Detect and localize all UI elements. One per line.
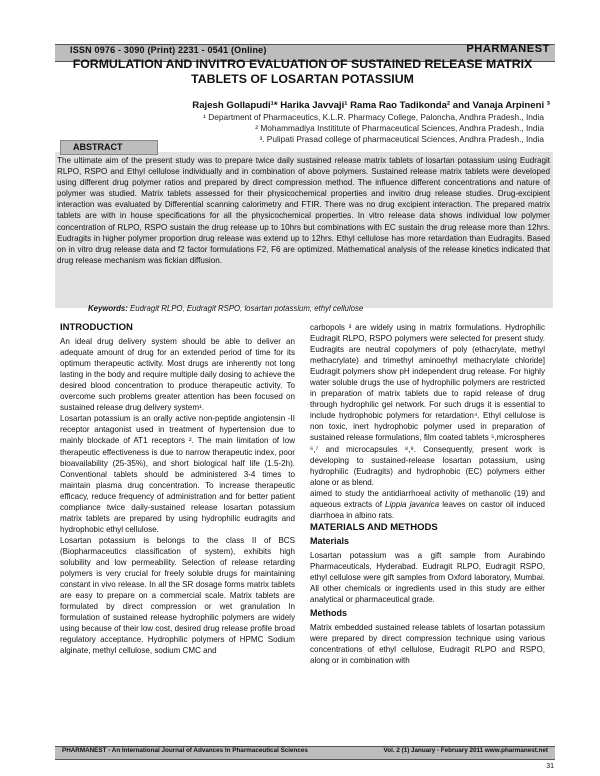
footer-volume: Vol. 2 (1) January - February 2011 www.pharmanest.net bbox=[383, 747, 548, 754]
page-number: 31 bbox=[546, 763, 554, 770]
aim-text-end: leaves on castor oil induced diarrhoea in albino rats. bbox=[310, 499, 545, 520]
affiliation-2: ² Mohammadiya Instititute of Pharmaceutical Sciences, Andhra Pradesh., India bbox=[255, 123, 544, 133]
keywords-text: Eudragit RLPO, Eudragit RSPO, losartan potassium, ethyl cellulose bbox=[130, 304, 364, 313]
aim-text-start: aimed to study the antidiarrhoeal activity of methanolic (19) and aqueous extracts of bbox=[310, 488, 545, 509]
keywords-line bbox=[88, 304, 363, 313]
introduction-heading: INTRODUCTION bbox=[60, 322, 133, 333]
abstract-text: The ultimate aim of the present study was to prepare twice daily sustained release matrix tablets of losartan potassium using Eudragit RLPO, RSPO and Ethyl cellulose individually and in combination of above polymers. Sustained release matrix tablets were developed using different drug polymer ratios and prepared by direct compression method. The influence different concentrations and nature of polymer was studied. Matrix tablets assessed for their physicochemical properties and invitro drug release studies. Drug-excipient interaction was evaluated by Differential scanning calorimetry and FTIR. There was no drug excipient interaction. The prepared matrix tablets are with in house specifications for all the physicochemical properties. In vitro release data shows individual low polymer concentration of RLPO, RSPO sustain the drug release up to 10hrs but combinations with EC sustain the drug release more than 12hrs. Eudragits in higher polymer proportion drug release was extend up to 12hrs. Ethyl cellulose has more retardation than Eudragits. Based on in vitro drug release data and f2 factor formulations F2, F6 are optimized. Mathematical analysis of the release kinetics indicated that drug release mechanism was fickian diffusion. bbox=[57, 156, 550, 265]
intro-paragraph-3: Losartan potassium is belongs to the class II of BCS (Biopharmaceutics classification of system), exhibits high solubility and low permeability. Selection of release retarding polymers is very crucial for freely soluble drugs for maintaining constant in vivo release. In all the SR dosage forms matrix tablets are easy to prepare on a commercial scale. Matrix tablets are formulated by direct compression or wet granulation In formulation of sustained release hydrophilic polymers are widely using because of their low cost, desired drug release profile broad regulatory acceptance. Hydrophilic polymers of HPMC Sodium alginate, methyl cellulose, sodium CMC and bbox=[60, 535, 295, 656]
keywords-label: Keywords: bbox=[88, 304, 128, 313]
journal-name: PHARMANEST bbox=[466, 43, 550, 55]
aim-paragraph bbox=[310, 488, 545, 521]
materials-heading: Materials bbox=[310, 535, 350, 546]
species-name: Lippia javanica bbox=[385, 499, 440, 509]
intro-continued-paragraph: carbopols ³ are widely using in matrix formulations. Hydrophilic Eudragit RLPO, RSPO polymers were selected for present study. Eudragits are neutral copolymers of poly (ethacrylate, methyl methacrylate) and trimethyl aminoethyl methacrylate chloride] Eudragit polymers show pH independent drug release. For highly water soluble drugs the use of hydrophilic polymers are restricted in preparation of matrix tablets due to rapid release of drug through hydrophilic gel network. For such drugs it is essential to include hydrophobic polymers for retardation⁴. Ethyl cellulose is non toxic, inert hydrophobic polymer used in preparation of sustained release formulations, film coated tablets ⁵,microspheres ⁶,⁷ and microcapsules ⁸,⁹. Consequently, present work is developing to sustained-release losartan potassium, using hydrophilic (Eudragits) and hydrophobic (EC) polymers either alone or as blend. bbox=[310, 323, 545, 487]
author-list: Rajesh Gollapudi¹* Harika Javvaji¹ Rama Rao Tadikonda² and Vanaja Arpineni ³ bbox=[192, 100, 550, 111]
intro-paragraph-2: Losartan potassium is an orally active non-peptide angiotensin -II receptor antagonist used in treatment of hypertension due to mainly blockade of AT1 receptors ². The main limitation of low therapeutic effectiveness is due to narrow therapeutic index, poor bioavailability (25-35%), and short biological half life (1.5-2h). Conventional tablets should be administered 3-4 times to maintain plasma drug concentration. To increase therapeutic efficacy, reduce frequency of administration and for better patient compliance twice daily-sustained release losartan potassium matrix tablets are prepared by using hydrophilic eudragits and hydrophobic ethyl cellulose. bbox=[60, 414, 295, 534]
abstract-heading: ABSTRACT bbox=[60, 140, 158, 155]
paper-title: FORMULATION AND INVITRO EVALUATION OF SUSTAINED RELEASE MATRIX TABLETS OF LOSARTAN POTASSIUM bbox=[72, 57, 533, 86]
issn-text: ISSN 0976 - 3090 (Print) 2231 - 0541 (Online) bbox=[70, 45, 267, 55]
materials-methods-heading: MATERIALS AND METHODS bbox=[310, 521, 438, 533]
footer-journal: PHARMANEST - An International Journal of Advances In Pharmaceutical Sciences bbox=[62, 747, 308, 754]
left-column bbox=[60, 322, 295, 656]
methods-heading: Methods bbox=[310, 608, 347, 619]
right-column bbox=[310, 322, 545, 666]
materials-paragraph: Losartan potassium was a gift sample from Aurabindo Pharmaceuticals, Hyderabad. Eudragit RLPO, Eudragit RSPO, ethyl cellulose were gift samples from Oxford laboratory, Mumbai. All other chemicals or ingredients used in this study are either analytical or pharmaceutical grade. bbox=[310, 550, 545, 605]
methods-paragraph: Matrix embedded sustained release tablets of losartan potassium were prepared by direct compression technique using various concentrations of ethyl cellulose, Eudragit RLPO and RSPO, along or in combination with bbox=[310, 623, 545, 666]
intro-paragraph-1: An ideal drug delivery system should be able to deliver an adequate amount of drug for an extended period of time for its optimum therapeutic activity. Most drugs are inherently not long lasting in the body and require multiple daily dosing to achieve the desired blood concentration to produce therapeutic activity. To overcome such problems greater attention has been focused on sustained release drug delivery system¹. bbox=[60, 337, 295, 413]
affiliation-1: ¹ Department of Pharmaceutics, K.L.R. Pharmacy College, Paloncha, Andhra Pradesh., India bbox=[203, 112, 544, 122]
affiliation-3: ³. Pulipati Prasad college of pharmaceutical Sciences, Andhra Pradesh., India bbox=[259, 134, 544, 144]
